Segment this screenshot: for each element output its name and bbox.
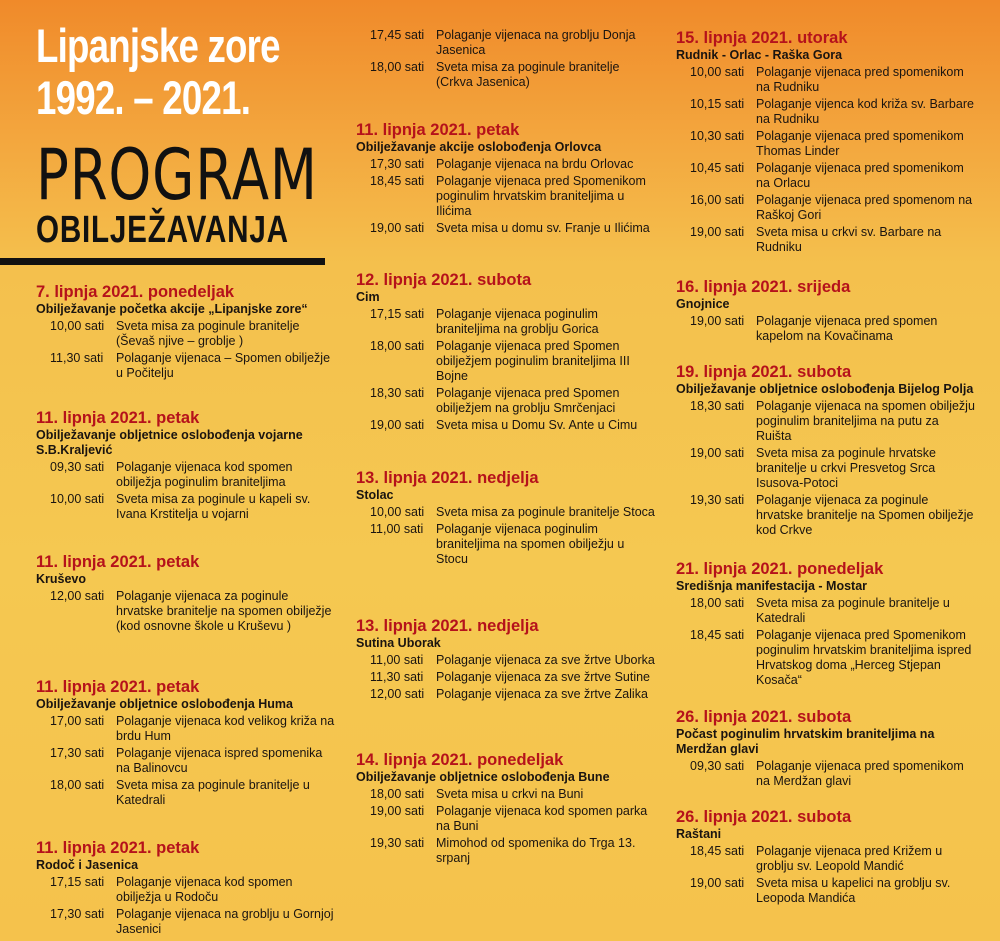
section-date: 13. lipnja 2021. nedjelja — [356, 469, 539, 487]
event-row — [36, 778, 336, 808]
event-row — [676, 314, 976, 344]
section-location: Obilježavanje akcije oslobođenja Orlovca — [356, 140, 602, 154]
event-row — [36, 746, 336, 776]
event-row — [676, 876, 976, 906]
event-row — [356, 653, 656, 668]
event-time: 18,00 sati — [370, 60, 425, 74]
section-location: Obilježavanje obljetnice oslobođenja Bune — [356, 770, 610, 784]
event-description: Polaganje vijenaca za sve žrtve Uborka — [436, 653, 655, 667]
event-time: 19,30 sati — [370, 836, 425, 850]
event-description: Sveta misa u crkvi na Buni — [436, 787, 584, 801]
event-time: 19,00 sati — [370, 804, 425, 818]
event-time: 11,00 sati — [370, 653, 424, 667]
event-description: Polaganje vijenaca pred Spomenikom poginulim hrvatskim braniteljima ispred Hrvatskog doma „Herceg Stjepan Kosača“ — [756, 628, 972, 687]
schedule-section — [356, 28, 656, 92]
section-location: Gnojnice — [676, 297, 730, 311]
event-description: Polaganje vijenaca pred Spomen obilježjem na groblju Smrčenjaci — [436, 386, 620, 415]
schedule-section — [356, 468, 656, 569]
event-time: 18,45 sati — [690, 628, 745, 642]
section-date: 11. lipnja 2021. petak — [36, 678, 200, 696]
event-description: Polaganje vijenaca na groblju Donja Jasenica — [436, 28, 636, 57]
event-time: 18,45 sati — [690, 844, 745, 858]
section-location: Obilježavanje početka akcije „Lipanjske zore“ — [36, 302, 308, 316]
event-row — [36, 714, 336, 744]
section-location: Obilježavanje obljetnice oslobođenja vojarne S.B.Kraljević — [36, 428, 303, 457]
event-description: Polaganje vijenaca pred spomenikom na Orlacu — [756, 161, 964, 190]
event-row — [676, 759, 976, 789]
event-row — [356, 174, 656, 219]
event-description: Polaganje vijenaca kod spomen obilježja u Rodoču — [116, 875, 293, 904]
event-time: 19,00 sati — [690, 876, 745, 890]
event-time: 09,30 sati — [690, 759, 745, 773]
event-time: 17,00 sati — [50, 714, 105, 728]
event-time: 11,30 sati — [50, 351, 104, 365]
section-date: 11. lipnja 2021. petak — [356, 121, 520, 139]
event-description: Sveta misa za poginule branitelje (Ševaš njive – groblje ) — [116, 319, 300, 348]
event-time: 17,30 sati — [50, 746, 105, 760]
section-location: Rodoč i Jasenica — [36, 858, 139, 872]
section-date: 11. lipnja 2021. petak — [36, 553, 200, 571]
event-row — [356, 687, 656, 702]
event-description: Sveta misa u Domu Sv. Ante u Cimu — [436, 418, 638, 432]
title-line-1: Lipanjske zore — [36, 19, 280, 72]
event-time: 19,00 sati — [690, 446, 745, 460]
event-description: Polaganje vijenaca za poginule hrvatske branitelje na Spomen obilježje kod Crkve — [756, 493, 974, 537]
event-row — [676, 129, 976, 159]
event-row — [356, 505, 656, 520]
event-row — [676, 628, 976, 688]
event-time: 12,00 sati — [370, 687, 425, 701]
event-row — [356, 670, 656, 685]
event-description: Polaganje vijenaca pred Spomen obilježjem poginulim braniteljima III Bojne — [436, 339, 630, 383]
event-time: 17,30 sati — [50, 907, 105, 921]
section-location: Stolac — [356, 488, 394, 502]
event-row — [676, 97, 976, 127]
section-date: 11. lipnja 2021. petak — [36, 839, 200, 857]
event-row — [36, 460, 336, 490]
section-date: 7. lipnja 2021. ponedeljak — [36, 283, 235, 301]
subheading: OBILJEŽAVANJA — [36, 209, 289, 251]
section-date: 16. lipnja 2021. srijeda — [676, 278, 851, 296]
event-description: Polaganje vijenaca ispred spomenika na Balinovcu — [116, 746, 323, 775]
section-location: Raštani — [676, 827, 722, 841]
event-time: 17,45 sati — [370, 28, 425, 42]
event-time: 19,00 sati — [370, 418, 425, 432]
section-location: Sutina Uborak — [356, 636, 441, 650]
event-time: 10,15 sati — [690, 97, 745, 111]
event-time: 12,00 sati — [50, 589, 105, 603]
event-description: Sveta misa za poginule hrvatske branitelje u crkvi Presvetog Srca Isusova-Potoci — [756, 446, 936, 490]
event-description: Polaganje vijenaca poginulim braniteljima na spomen obilježju u Stocu — [436, 522, 625, 566]
event-row — [356, 787, 656, 802]
event-time: 09,30 sati — [50, 460, 105, 474]
event-time: 18,45 sati — [370, 174, 425, 188]
event-description: Sveta misa u domu sv. Franje u Ilićima — [436, 221, 650, 235]
event-time: 10,00 sati — [50, 319, 105, 333]
event-time: 17,15 sati — [50, 875, 105, 889]
event-time: 19,30 sati — [690, 493, 745, 507]
event-time: 10,00 sati — [690, 65, 745, 79]
event-description: Sveta misa za poginule branitelje (Crkva Jasenica) — [436, 60, 620, 89]
event-time: 10,45 sati — [690, 161, 745, 175]
section-location: Rudnik - Orlac - Raška Gora — [676, 48, 843, 62]
schedule-section — [36, 552, 336, 636]
event-description: Polaganje vijenaca pred spomen kapelom na Kovačinama — [756, 314, 938, 343]
schedule-section — [36, 677, 336, 810]
event-row — [356, 28, 656, 58]
event-description: Sveta misa za poginule u kapeli sv. Ivana Krstitelja u vojarni — [116, 492, 311, 521]
event-time: 18,30 sati — [690, 399, 745, 413]
section-location: Cim — [356, 290, 380, 304]
schedule-section — [676, 362, 976, 540]
event-row — [676, 65, 976, 95]
event-description: Polaganje vijenaca poginulim braniteljima na groblju Gorica — [436, 307, 599, 336]
schedule-section — [36, 838, 336, 939]
event-row — [36, 875, 336, 905]
section-date: 12. lipnja 2021. subota — [356, 271, 532, 289]
event-description: Polaganje vijenaca pred spomenikom na Rudniku — [756, 65, 964, 94]
section-date: 21. lipnja 2021. ponedeljak — [676, 560, 884, 578]
event-row — [676, 193, 976, 223]
event-row — [36, 589, 336, 634]
event-row — [676, 596, 976, 626]
event-row — [36, 907, 336, 937]
event-time: 10,00 sati — [50, 492, 105, 506]
event-row — [676, 493, 976, 538]
schedule-section — [676, 807, 976, 908]
event-row — [36, 351, 336, 381]
event-description: Polaganje vijenaca pred Križem u groblju sv. Leopold Mandić — [756, 844, 943, 873]
event-description: Polaganje vijenaca za sve žrtve Sutine — [436, 670, 651, 684]
section-location: Obilježavanje obljetnice oslobođenja Huma — [36, 697, 294, 711]
event-row — [356, 804, 656, 834]
event-row — [356, 60, 656, 90]
section-date: 26. lipnja 2021. subota — [676, 708, 852, 726]
section-location: Kruševo — [36, 572, 87, 586]
event-time: 10,00 sati — [370, 505, 425, 519]
event-row — [676, 225, 976, 255]
event-description: Polaganje vijenaca pred spomenikom na Merdžan glavi — [756, 759, 964, 788]
event-row — [676, 844, 976, 874]
schedule-section — [356, 270, 656, 435]
schedule-section — [676, 28, 976, 257]
event-description: Sveta misa u crkvi sv. Barbare na Rudniku — [756, 225, 942, 254]
section-date: 13. lipnja 2021. nedjelja — [356, 617, 539, 635]
event-description: Polaganje vijenaca – Spomen obilježje u Počitelju — [116, 351, 331, 380]
event-description: Sveta misa za poginule branitelje u Katedrali — [756, 596, 950, 625]
event-description: Sveta misa za poginule branitelje u Katedrali — [116, 778, 310, 807]
schedule-section — [356, 750, 656, 868]
event-description: Polaganje vijenaca pred spomenikom Thomas Linder — [756, 129, 964, 158]
schedule-section — [676, 707, 976, 791]
event-time: 18,00 sati — [50, 778, 105, 792]
event-time: 11,30 sati — [370, 670, 424, 684]
event-time: 10,30 sati — [690, 129, 745, 143]
event-row — [36, 319, 336, 349]
event-row — [356, 522, 656, 567]
event-time: 19,00 sati — [690, 314, 745, 328]
event-description: Polaganje vijenaca kod velikog križa na brdu Hum — [116, 714, 335, 743]
poster-title — [36, 20, 349, 124]
event-description: Polaganje vijenaca kod spomen parka na Buni — [436, 804, 648, 833]
event-time: 19,00 sati — [690, 225, 745, 239]
event-time: 19,00 sati — [370, 221, 425, 235]
event-row — [676, 161, 976, 191]
section-date: 14. lipnja 2021. ponedeljak — [356, 751, 564, 769]
schedule-section — [676, 559, 976, 690]
event-row — [676, 399, 976, 444]
event-row — [356, 386, 656, 416]
section-date: 15. lipnja 2021. utorak — [676, 29, 848, 47]
event-description: Mimohod od spomenika do Trga 13. srpanj — [436, 836, 636, 865]
event-row — [356, 836, 656, 866]
event-time: 18,30 sati — [370, 386, 425, 400]
title-line-2: 1992. – 2021. — [36, 71, 251, 124]
event-row — [356, 221, 656, 236]
event-description: Polaganje vijenaca za poginule hrvatske branitelje na spomen obilježje (kod osnovne škole u Kruševu ) — [116, 589, 332, 633]
schedule-section — [36, 408, 336, 524]
event-row — [356, 157, 656, 172]
program-heading: PROGRAM — [36, 134, 318, 216]
schedule-section — [676, 277, 976, 346]
event-time: 17,30 sati — [370, 157, 425, 171]
event-description: Polaganje vijenaca pred spomenom na Raškoj Gori — [756, 193, 973, 222]
event-description: Polaganje vijenca kod križa sv. Barbare na Rudniku — [756, 97, 974, 126]
section-date: 19. lipnja 2021. subota — [676, 363, 852, 381]
schedule-section — [356, 120, 656, 238]
header-divider — [0, 258, 325, 265]
event-time: 18,00 sati — [370, 339, 425, 353]
event-description: Polaganje vijenaca na brdu Orlovac — [436, 157, 634, 171]
event-description: Polaganje vijenaca pred Spomenikom poginulim hrvatskim braniteljima u Ilićima — [436, 174, 646, 218]
event-description: Sveta misa za poginule branitelje Stoca — [436, 505, 655, 519]
event-description: Polaganje vijenaca kod spomen obilježja poginulim braniteljima — [116, 460, 293, 489]
event-time: 18,00 sati — [690, 596, 745, 610]
schedule-section — [36, 282, 336, 383]
event-row — [36, 492, 336, 522]
event-row — [356, 307, 656, 337]
event-description: Polaganje vijenaca za sve žrtve Zalika — [436, 687, 648, 701]
event-time: 17,15 sati — [370, 307, 425, 321]
section-location: Obilježavanje obljetnice oslobođenja Bijelog Polja — [676, 382, 974, 396]
event-row — [356, 418, 656, 433]
event-row — [356, 339, 656, 384]
event-row — [676, 446, 976, 491]
event-description: Sveta misa u kapelici na groblju sv. Leopoda Mandića — [756, 876, 951, 905]
section-location: Središnja manifestacija - Mostar — [676, 579, 868, 593]
event-time: 18,00 sati — [370, 787, 425, 801]
section-date: 26. lipnja 2021. subota — [676, 808, 852, 826]
event-description: Polaganje vijenaca na spomen obilježju poginulim braniteljima na putu za Ruišta — [756, 399, 975, 443]
section-date: 11. lipnja 2021. petak — [36, 409, 200, 427]
event-time: 16,00 sati — [690, 193, 745, 207]
schedule-section — [356, 616, 656, 704]
event-description: Polaganje vijenaca na groblju u Gornjoj Jasenici — [116, 907, 334, 936]
event-time: 11,00 sati — [370, 522, 424, 536]
section-location: Počast poginulim hrvatskim braniteljima na Merdžan glavi — [676, 727, 935, 756]
